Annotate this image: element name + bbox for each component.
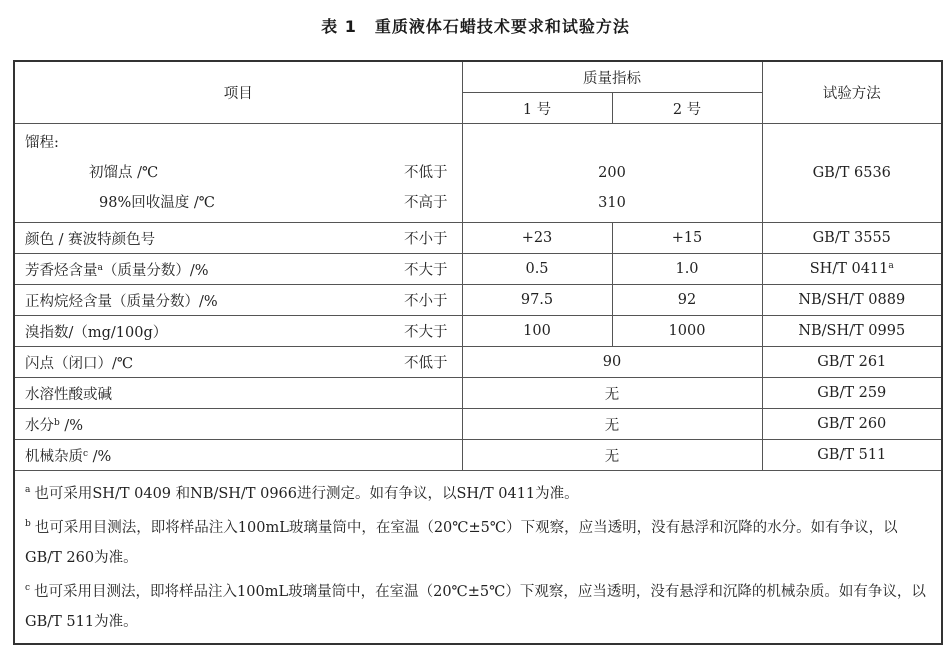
row-name-unit: （质量分数）/%: [102, 262, 209, 279]
header-quality: 质量指标: [462, 61, 762, 93]
row-limit: 不小于: [404, 293, 448, 310]
row-name-text: 水分: [25, 417, 54, 434]
distillation-row: [14, 124, 942, 223]
row-value-grade-1: 97.5: [462, 285, 612, 316]
row-value-grade-1: 0.5: [462, 254, 612, 285]
row-name-footnote-mark: c: [83, 448, 89, 459]
row-name: [14, 378, 462, 409]
row-method: [762, 285, 942, 316]
ibp-limit: 不低于: [404, 165, 448, 181]
row-name-unit: /%: [88, 448, 112, 465]
row-value-grade-2: 1.0: [612, 254, 762, 285]
row-method-text: GB/T 511: [817, 447, 887, 463]
row-name: [14, 440, 462, 471]
notes-row: [14, 471, 942, 645]
table-caption: 重质液体石蜡技术要求和试验方法: [374, 17, 630, 36]
distillation-method: GB/T 6536: [762, 124, 942, 223]
recovery-value: 310: [598, 195, 626, 211]
header-grade-1: 1 号: [462, 93, 612, 124]
notes-cell: [14, 471, 942, 645]
row-method: [762, 254, 942, 285]
row-name-text: 正构烷烃含量（质量分数）/%: [25, 293, 218, 310]
header-item: 项目: [14, 61, 462, 124]
header-row-1: [14, 61, 942, 93]
row-limit: 不大于: [404, 262, 448, 279]
ibp-name: 初馏点 /℃: [89, 165, 159, 181]
recovery-name: 98%回收温度 /℃: [99, 195, 215, 211]
row-method: [762, 440, 942, 471]
row-value-grade-1: 100: [462, 316, 612, 347]
table-row: [14, 316, 942, 347]
row-value-merged: 90: [462, 347, 762, 378]
table-row: [14, 254, 942, 285]
row-name-text: 芳香烃含量: [25, 262, 98, 279]
recovery-limit: 不高于: [404, 195, 448, 211]
footnote-text: 也可采用目测法，即将样品注入100mL玻璃量筒中，在室温（20℃±5℃）下观察，应当透明，没有悬浮和沉降的水分。如有争议，以GB/T 260为准。: [25, 520, 898, 566]
ibp-value: 200: [598, 165, 626, 181]
row-method-text: GB/T 259: [817, 385, 887, 401]
row-value-grade-2: 1000: [612, 316, 762, 347]
row-name-footnote-mark: b: [54, 417, 60, 428]
row-value-merged: 无: [462, 409, 762, 440]
row-method-text: GB/T 260: [817, 416, 887, 432]
footnote: [25, 475, 931, 509]
header-grade-2: 2 号: [612, 93, 762, 124]
row-limit: 不低于: [404, 355, 448, 372]
row-name: [14, 409, 462, 440]
row-name-footnote-mark: a: [97, 262, 103, 273]
row-name: [14, 223, 462, 254]
row-limit: 不小于: [404, 231, 448, 248]
row-name-unit: /%: [59, 417, 84, 434]
row-method-footnote-mark: a: [888, 261, 894, 271]
footnote-text: 也可采用目测法，即将样品注入100mL玻璃量筒中，在室温（20℃±5℃）下观察，应当透明，没有悬浮和沉降的机械杂质。如有争议，以GB/T 511为准。: [25, 584, 926, 630]
footnote-mark: b: [25, 519, 31, 529]
row-name: [14, 316, 462, 347]
row-name-text: 闪点（闭口）/℃: [25, 355, 134, 372]
table-row: [14, 409, 942, 440]
row-method-text: GB/T 3555: [812, 230, 891, 246]
table-row: [14, 378, 942, 409]
row-name-text: 溴指数/（mg/100g）: [25, 324, 168, 341]
row-name: [14, 254, 462, 285]
footnote-mark: c: [25, 583, 31, 593]
row-method: [762, 347, 942, 378]
distillation-values: [462, 124, 762, 223]
row-method-text: NB/SH/T 0995: [798, 323, 906, 339]
row-name-text: 颜色 / 赛波特颜色号: [25, 231, 156, 248]
distillation-cell: [14, 124, 462, 223]
table-row: [14, 223, 942, 254]
table-row: [14, 440, 942, 471]
row-method-text: SH/T 0411: [809, 261, 889, 277]
footnote-mark: a: [25, 485, 31, 495]
row-method-text: NB/SH/T 0889: [798, 292, 906, 308]
spec-table: [13, 60, 943, 645]
row-method-text: GB/T 261: [817, 354, 887, 370]
row-value-merged: 无: [462, 378, 762, 409]
row-value-grade-1: +23: [462, 223, 612, 254]
row-name-text: 水溶性酸或碱: [25, 386, 112, 403]
table-number: 表 1: [321, 17, 357, 36]
row-method: [762, 409, 942, 440]
row-value-grade-2: +15: [612, 223, 762, 254]
row-value-merged: 无: [462, 440, 762, 471]
distillation-label: 馏程:: [25, 135, 59, 151]
table-row: [14, 347, 942, 378]
row-method: [762, 316, 942, 347]
header-method: 试验方法: [762, 61, 942, 124]
footnote-text: 也可采用SH/T 0409 和NB/SH/T 0966进行测定。如有争议，以SH/T 0411为准。: [34, 486, 579, 502]
table-row: [14, 285, 942, 316]
footnote: [25, 509, 931, 573]
row-limit: 不大于: [404, 324, 448, 341]
row-method: [762, 378, 942, 409]
row-name: [14, 285, 462, 316]
row-name: [14, 347, 462, 378]
footnote: [25, 573, 931, 637]
row-value-grade-2: 92: [612, 285, 762, 316]
row-name-text: 机械杂质: [25, 448, 83, 465]
row-method: [762, 223, 942, 254]
table-title: [0, 14, 951, 37]
